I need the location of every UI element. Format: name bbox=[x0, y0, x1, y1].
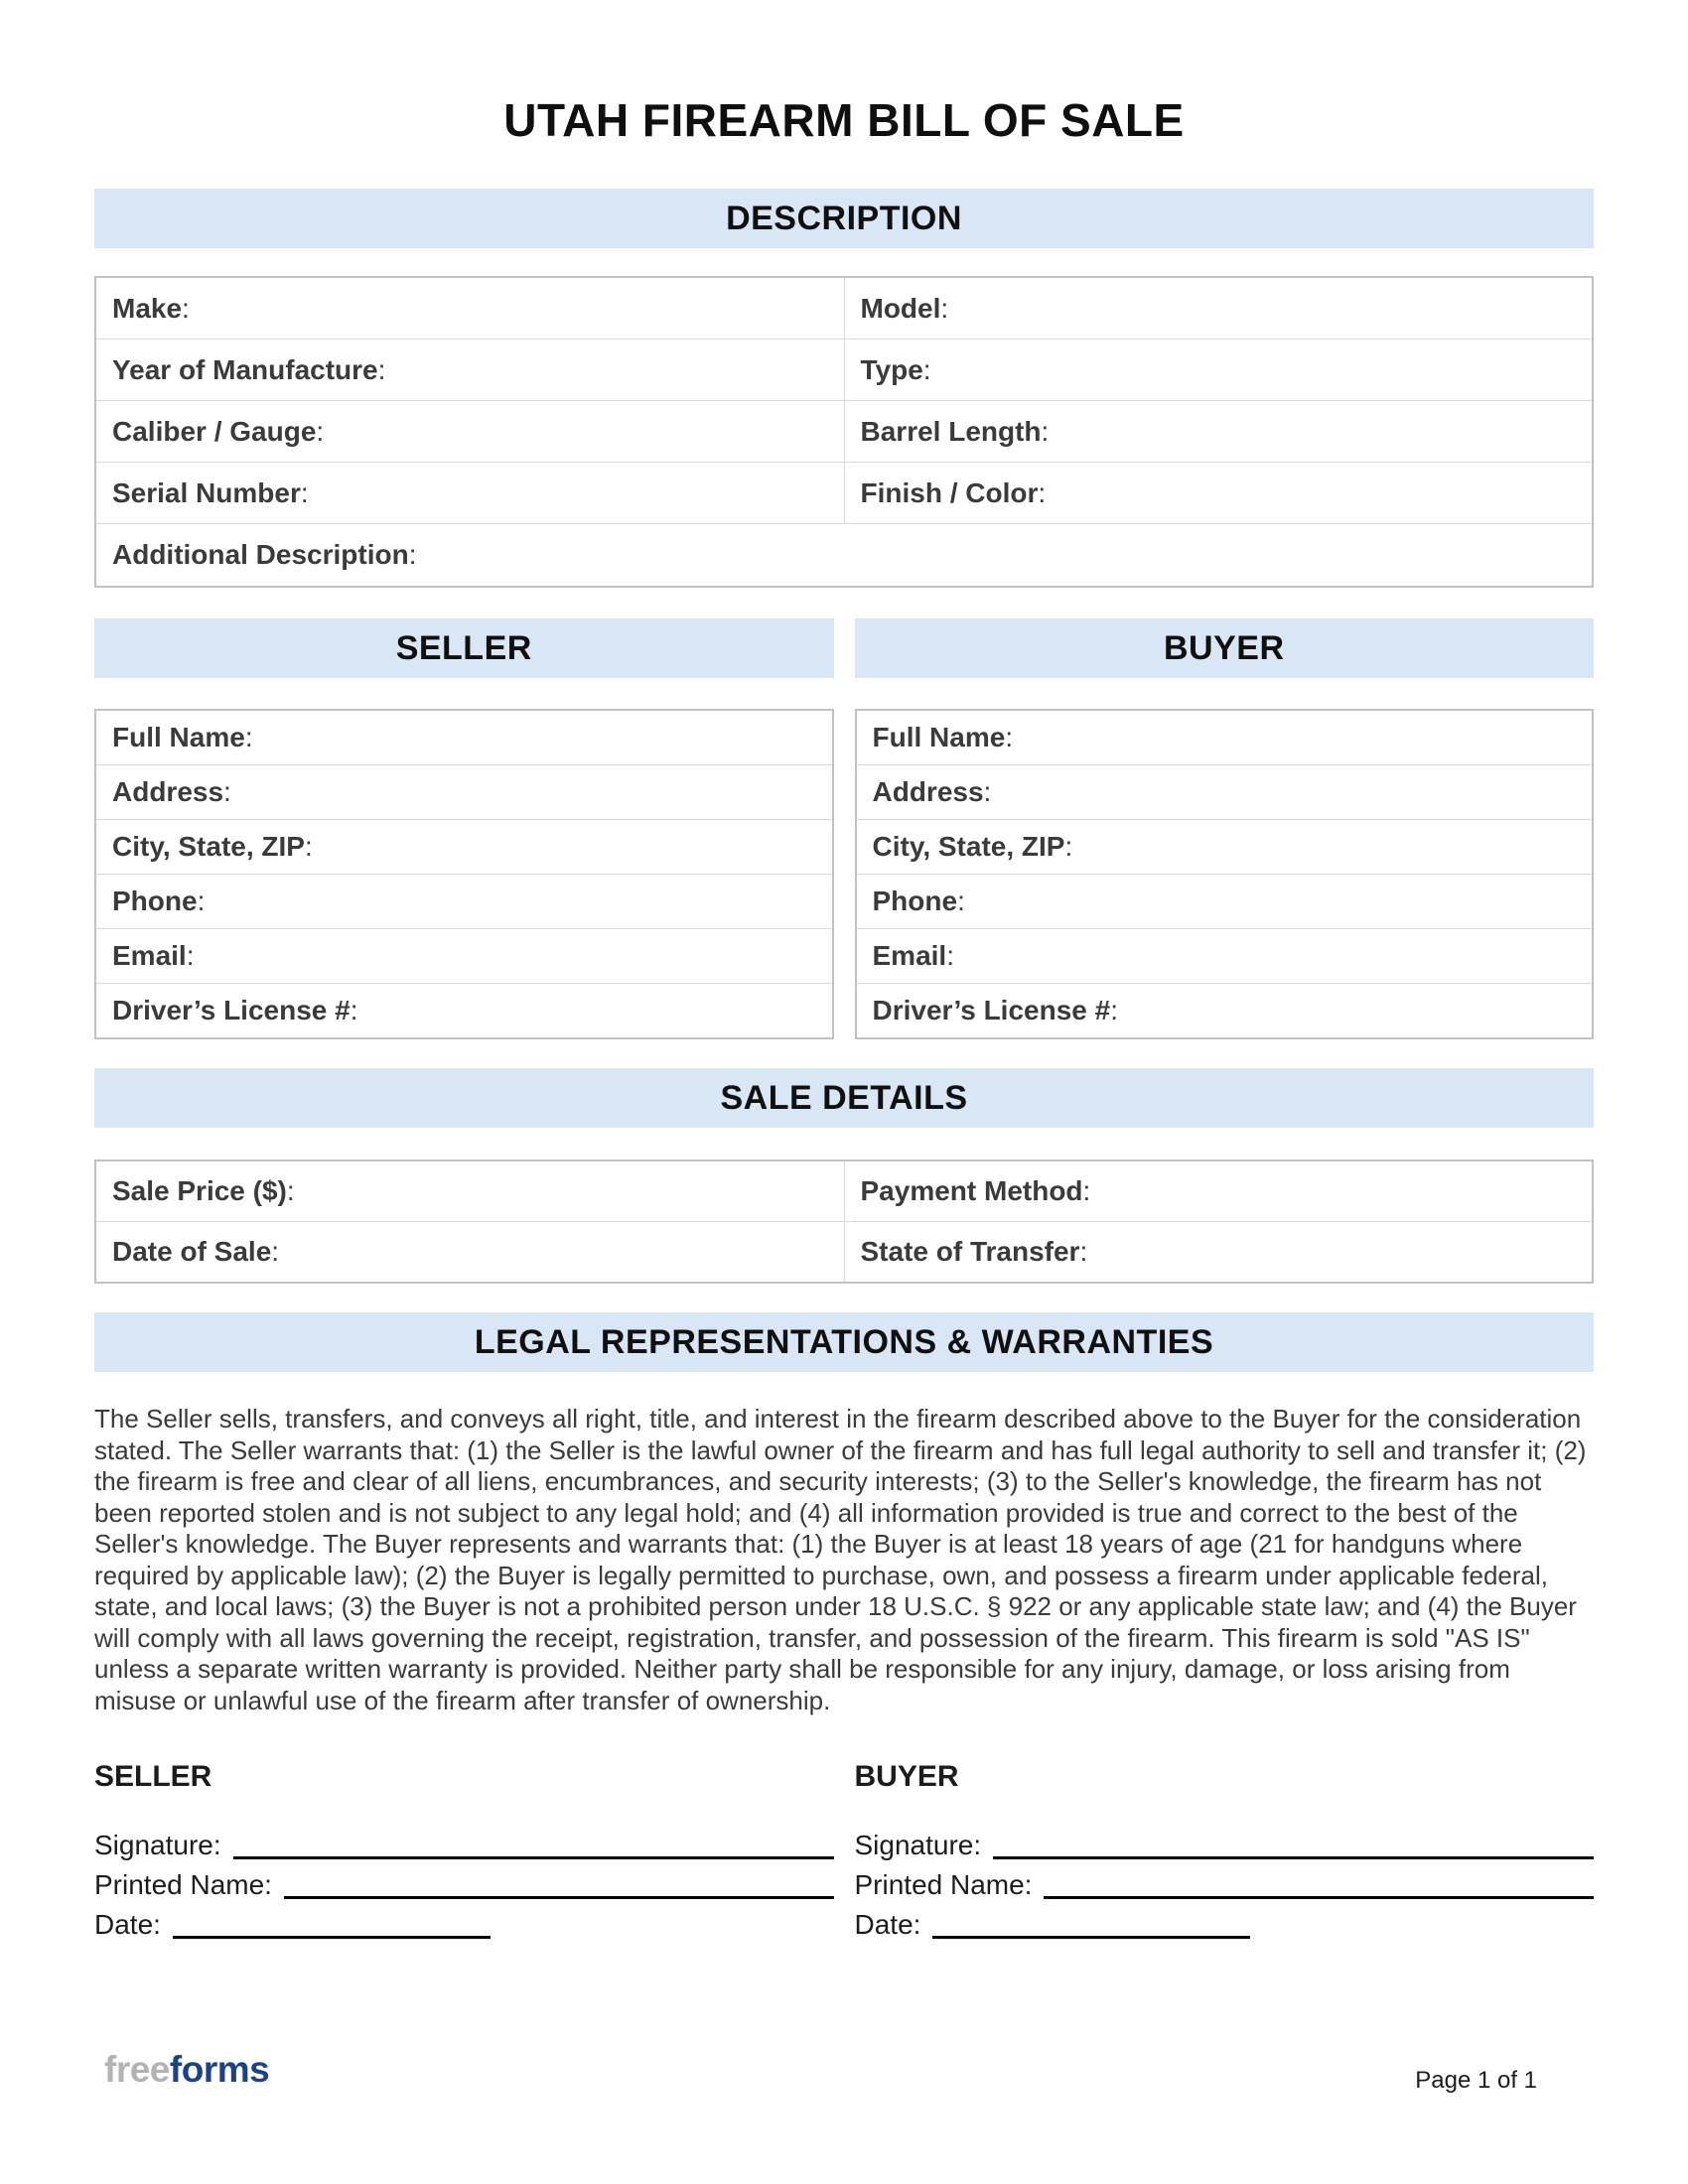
section-header-seller: SELLER bbox=[94, 618, 834, 678]
field-date-of-sale bbox=[96, 1222, 844, 1282]
field-colon: : bbox=[304, 831, 313, 862]
field-colon: : bbox=[300, 477, 309, 508]
table-row bbox=[96, 400, 1592, 462]
date-label: Date: bbox=[94, 1909, 161, 1940]
field-label: Barrel Length bbox=[860, 415, 1042, 447]
field-seller-city-state-zip bbox=[96, 820, 832, 874]
table-row bbox=[96, 819, 832, 874]
field-colon: : bbox=[350, 995, 358, 1025]
field-colon: : bbox=[182, 292, 190, 324]
field-finish-color bbox=[844, 463, 1593, 523]
field-colon: : bbox=[286, 1175, 295, 1206]
table-row bbox=[96, 1221, 1592, 1282]
field-label: Date of Sale bbox=[112, 1236, 272, 1267]
field-label: Additional Description bbox=[112, 539, 409, 570]
field-label: Driver’s License # bbox=[112, 995, 351, 1025]
table-row bbox=[857, 874, 1593, 928]
field-state-of-transfer bbox=[844, 1222, 1593, 1282]
buyer-signature-block bbox=[855, 1760, 1595, 1945]
field-label: Phone bbox=[112, 886, 198, 916]
printed-name-line bbox=[1044, 1865, 1594, 1899]
field-label: Sale Price ($) bbox=[112, 1175, 287, 1206]
field-label: Address bbox=[872, 776, 984, 807]
field-label: Full Name bbox=[112, 722, 245, 752]
seller-table bbox=[94, 709, 834, 1039]
section-header-sale-details: SALE DETAILS bbox=[94, 1068, 1594, 1128]
table-row bbox=[96, 928, 832, 983]
table-row bbox=[857, 819, 1593, 874]
field-seller-phone bbox=[96, 875, 832, 928]
table-row bbox=[857, 711, 1593, 764]
field-colon: : bbox=[223, 776, 231, 807]
table-row bbox=[857, 928, 1593, 983]
field-label: City, State, ZIP bbox=[112, 831, 305, 862]
printed-name-label: Printed Name: bbox=[854, 1869, 1033, 1900]
field-payment-method bbox=[844, 1161, 1593, 1221]
printed-name-row bbox=[855, 1865, 1595, 1905]
field-year-of-manufacture bbox=[96, 340, 844, 400]
table-row bbox=[96, 278, 1592, 339]
field-label: Finish / Color bbox=[860, 477, 1039, 508]
field-caliber-gauge bbox=[96, 401, 844, 462]
field-colon: : bbox=[1038, 477, 1047, 508]
field-buyer-phone bbox=[857, 875, 1593, 928]
field-label: Model bbox=[860, 292, 941, 324]
table-row bbox=[96, 711, 832, 764]
field-colon: : bbox=[186, 940, 195, 971]
legal-text: The Seller sells, transfers, and conveys all right, title, and interest in the firearm described above to the Buyer for the consideration stated. The Seller warrants that: (1) the Seller is the lawful owner of the firearm and has full legal authority to sell and transfer it; (2) the firearm is free and clear of all liens, encumbrances, and security interests; (3) to the Seller's knowledge, the firearm has not been reported stolen and is not subject to any legal hold; and (4) all information provided is true and correct to the best of the Seller's knowledge. The Buyer represents and warrants that: (1) the Buyer is at least 18 years of age (21 for handguns where required by applicable law); (2) the Buyer is legally permitted to purchase, own, and possess a firearm under applicable federal, state, and local laws; (3) the Buyer is not a prohibited person under 18 U.S.C. § 922 or any applicable state law; and (4) the Buyer will comply with all laws governing the receipt, registration, transfer, and possession of the firearm. This firearm is sold "AS IS" unless a separate written warranty is provided. Neither party shall be responsible for any injury, damage, or loss arising from misuse or unlawful use of the firearm after transfer of ownership. bbox=[94, 1404, 1587, 1715]
field-label: City, State, ZIP bbox=[872, 831, 1065, 862]
buyer-signature-heading: BUYER bbox=[854, 1760, 959, 1793]
field-type bbox=[844, 340, 1593, 400]
description-table bbox=[94, 276, 1594, 588]
date-line bbox=[932, 1905, 1250, 1939]
field-seller-address bbox=[96, 765, 832, 819]
field-colon: : bbox=[957, 886, 965, 916]
field-colon: : bbox=[1064, 831, 1073, 862]
table-row bbox=[96, 523, 1592, 586]
field-colon: : bbox=[244, 722, 253, 752]
field-colon: : bbox=[940, 292, 949, 324]
field-colon: : bbox=[1041, 415, 1050, 447]
date-row bbox=[855, 1905, 1595, 1945]
table-row bbox=[96, 983, 832, 1037]
page-number: Page 1 of 1 bbox=[1415, 2067, 1537, 2094]
field-colon: : bbox=[1110, 995, 1118, 1025]
table-row bbox=[96, 462, 1592, 523]
table-row bbox=[857, 764, 1593, 819]
field-make bbox=[96, 278, 844, 339]
date-row bbox=[94, 1905, 834, 1945]
signature-label: Signature: bbox=[854, 1830, 982, 1860]
section-header-legal: LEGAL REPRESENTATIONS & WARRANTIES bbox=[94, 1312, 1594, 1372]
field-seller-email bbox=[96, 929, 832, 983]
seller-signature-heading: SELLER bbox=[94, 1760, 212, 1793]
field-label: Type bbox=[860, 353, 923, 385]
field-label: Caliber / Gauge bbox=[112, 415, 317, 447]
parties-section bbox=[94, 618, 1594, 1039]
seller-column bbox=[94, 618, 834, 1039]
field-label: Email bbox=[872, 940, 947, 971]
field-colon: : bbox=[377, 353, 386, 385]
table-row bbox=[96, 1161, 1592, 1221]
signature-row bbox=[94, 1826, 834, 1865]
seller-signature-rows bbox=[94, 1826, 834, 1945]
field-label: State of Transfer bbox=[860, 1236, 1080, 1267]
buyer-signature-rows bbox=[855, 1826, 1595, 1945]
field-colon: : bbox=[983, 776, 992, 807]
logo-forms-text: forms bbox=[169, 2049, 270, 2090]
field-seller-drivers-license bbox=[96, 984, 832, 1037]
buyer-column bbox=[855, 618, 1595, 1039]
signature-line bbox=[233, 1826, 834, 1859]
field-buyer-city-state-zip bbox=[857, 820, 1593, 874]
date-line bbox=[173, 1905, 491, 1939]
field-colon: : bbox=[1005, 722, 1014, 752]
buyer-table bbox=[855, 709, 1595, 1039]
signature-row bbox=[855, 1826, 1595, 1865]
field-buyer-drivers-license bbox=[857, 984, 1593, 1037]
field-seller-full-name bbox=[96, 711, 832, 764]
page-title: UTAH FIREARM BILL OF SALE bbox=[503, 94, 1185, 146]
field-label: Serial Number bbox=[112, 477, 301, 508]
field-colon: : bbox=[922, 353, 931, 385]
field-buyer-email bbox=[857, 929, 1593, 983]
seller-signature-block bbox=[94, 1760, 834, 1945]
field-serial-number bbox=[96, 463, 844, 523]
section-header-buyer: BUYER bbox=[855, 618, 1595, 678]
printed-name-line bbox=[284, 1865, 834, 1899]
field-sale-price bbox=[96, 1161, 844, 1221]
field-barrel-length bbox=[844, 401, 1593, 462]
field-model bbox=[844, 278, 1593, 339]
sale-details-table bbox=[94, 1160, 1594, 1284]
field-colon: : bbox=[316, 415, 325, 447]
field-colon: : bbox=[271, 1236, 280, 1267]
field-additional-description bbox=[96, 524, 1592, 586]
field-buyer-full-name bbox=[857, 711, 1593, 764]
signature-label: Signature: bbox=[94, 1830, 221, 1860]
table-row bbox=[96, 339, 1592, 400]
table-row bbox=[96, 764, 832, 819]
printed-name-row bbox=[94, 1865, 834, 1905]
field-label: Full Name bbox=[872, 722, 1006, 752]
field-label: Payment Method bbox=[860, 1175, 1083, 1206]
field-label: Address bbox=[112, 776, 224, 807]
section-header-description: DESCRIPTION bbox=[94, 189, 1594, 248]
field-colon: : bbox=[1079, 1236, 1088, 1267]
freeforms-logo bbox=[104, 2049, 269, 2091]
field-colon: : bbox=[408, 539, 417, 570]
logo-free-text: free bbox=[104, 2049, 170, 2090]
printed-name-label: Printed Name: bbox=[94, 1869, 272, 1900]
field-buyer-address bbox=[857, 765, 1593, 819]
field-label: Driver’s License # bbox=[872, 995, 1111, 1025]
field-colon: : bbox=[946, 940, 954, 971]
signatures-section bbox=[94, 1760, 1594, 1945]
table-row bbox=[857, 983, 1593, 1037]
signature-line bbox=[993, 1826, 1594, 1859]
field-label: Year of Manufacture bbox=[112, 353, 378, 385]
field-label: Make bbox=[112, 292, 183, 324]
field-label: Email bbox=[112, 940, 187, 971]
field-colon: : bbox=[1082, 1175, 1091, 1206]
table-row bbox=[96, 874, 832, 928]
date-label: Date: bbox=[854, 1909, 921, 1940]
field-colon: : bbox=[197, 886, 206, 916]
field-label: Phone bbox=[872, 886, 958, 916]
